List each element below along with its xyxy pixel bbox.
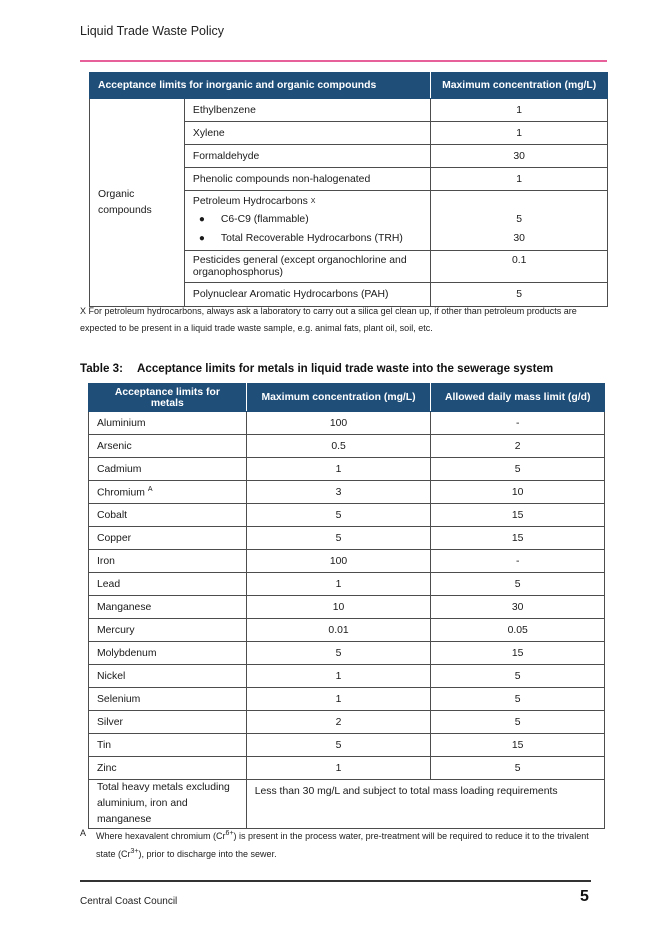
daily-mass-limit-value: 5	[431, 573, 605, 596]
list-item	[193, 210, 422, 229]
table-row	[89, 596, 605, 619]
daily-mass-limit-value: 15	[431, 642, 605, 665]
column-header-max-concentration: Maximum concentration (mg/L)	[431, 73, 608, 99]
max-concentration-value: 5	[246, 527, 431, 550]
footnote-text: Where hexavalent chromium $(Cr^{6+})$ is present in the process water, pre-treatment will be required to reduce it to the trivalent state $(Cr^{3+})$, prior to discharge into the sewer.	[96, 830, 589, 859]
metal-name-text: Arsenic	[97, 440, 132, 452]
compound-value: 30	[431, 145, 608, 168]
table-row	[89, 573, 605, 596]
metal-name-text: Molybdenum	[97, 647, 157, 659]
daily-mass-limit-value: -	[431, 412, 605, 435]
table-row	[89, 642, 605, 665]
table-row	[89, 734, 605, 757]
metal-name	[89, 573, 247, 596]
column-header-compounds: Acceptance limits for inorganic and organic compounds	[90, 73, 431, 99]
metal-name-text: Chromium	[97, 487, 145, 499]
max-concentration-value: 1	[246, 458, 431, 481]
daily-mass-limit-value: 5	[431, 665, 605, 688]
daily-mass-limit-value: 2	[431, 435, 605, 458]
metal-name	[89, 596, 247, 619]
metals-table-body	[89, 412, 605, 780]
max-concentration-value: 1	[246, 688, 431, 711]
daily-mass-limit-value: 15	[431, 504, 605, 527]
footnote-mark: A	[147, 485, 153, 493]
metals-table	[88, 383, 605, 829]
table-row	[90, 99, 608, 122]
petroleum-cell	[184, 191, 430, 251]
max-concentration-value: 1	[246, 665, 431, 688]
table-caption	[80, 362, 553, 375]
document-header-title: Liquid Trade Waste Policy	[80, 24, 225, 38]
footnote-mark: X	[310, 198, 316, 205]
daily-mass-limit-value: 10	[431, 481, 605, 504]
compound-value: 5	[516, 214, 523, 225]
compound-name: Phenolic compounds non-halogenated	[184, 168, 430, 191]
metal-name	[89, 619, 247, 642]
daily-mass-limit-value: 5	[431, 458, 605, 481]
max-concentration-value: 3	[246, 481, 431, 504]
compound-value: 1	[431, 168, 608, 191]
daily-mass-limit-value: 5	[431, 757, 605, 780]
compound-name: Formaldehyde	[184, 145, 430, 168]
daily-mass-limit-value: 15	[431, 734, 605, 757]
max-concentration-value: 100	[246, 412, 431, 435]
compound-name: Polynuclear Aromatic Hydrocarbons (PAH)	[184, 283, 430, 307]
footnote-mark: A	[80, 828, 87, 838]
column-header-daily-mass-limit: Allowed daily mass limit (g/d)	[431, 384, 605, 412]
page-number: 5	[580, 888, 589, 905]
organic-compounds-table	[89, 72, 608, 307]
metal-name-text: Silver	[97, 716, 123, 728]
table-row	[89, 481, 605, 504]
petroleum-item-label: C6-C9 (flammable)	[220, 214, 309, 225]
metal-name	[89, 550, 247, 573]
footnote-text: For petroleum hydrocarbons, always ask a laboratory to carry out a silica gel clean up, if other than petroleum products are expected to be present in a liquid trade waste sample, e.g. animal fats, plant oil, soil, etc.	[80, 306, 577, 333]
metal-name	[89, 734, 247, 757]
footnote-mark: X	[80, 306, 87, 316]
compound-value: 1	[431, 99, 608, 122]
max-concentration-value: 5	[246, 504, 431, 527]
compound-value: 1	[431, 122, 608, 145]
compound-name: Xylene	[184, 122, 430, 145]
bullet-icon: ●	[198, 214, 205, 225]
table-header-row	[90, 73, 608, 99]
list-item	[193, 229, 422, 248]
bullet-icon: ●	[198, 233, 205, 244]
metal-name	[89, 458, 247, 481]
compound-value: 5	[431, 283, 608, 307]
max-concentration-value: 5	[246, 734, 431, 757]
max-concentration-value: 1	[246, 573, 431, 596]
daily-mass-limit-value: 5	[431, 688, 605, 711]
column-header-metal: Acceptance limits for metals	[89, 384, 247, 412]
metal-name	[89, 642, 247, 665]
compound-value: 30	[513, 233, 525, 244]
metal-name-text: Copper	[97, 532, 132, 544]
max-concentration-value: 1	[246, 757, 431, 780]
footnote-petroleum	[80, 303, 590, 337]
table-row	[89, 458, 605, 481]
metal-name	[89, 665, 247, 688]
footer-organisation: Central Coast Council	[80, 896, 178, 907]
table-row	[89, 665, 605, 688]
metal-name-text: Zinc	[97, 762, 117, 774]
table-row	[89, 619, 605, 642]
table-row	[89, 435, 605, 458]
table-header-row	[89, 384, 605, 412]
caption-text: Acceptance limits for metals in liquid trade waste into the sewerage system	[137, 362, 554, 375]
table-row	[89, 757, 605, 780]
group-label-organic-compounds: Organic compounds	[90, 99, 185, 307]
metal-name-text: Manganese	[97, 601, 152, 613]
metal-name	[89, 481, 247, 504]
metal-name	[89, 412, 247, 435]
metal-name-text: Cobalt	[97, 509, 128, 521]
max-concentration-value: 100	[246, 550, 431, 573]
table-row	[89, 504, 605, 527]
max-concentration-value: 0.01	[246, 619, 431, 642]
metal-name-text: Iron	[97, 555, 115, 567]
max-concentration-value: 5	[246, 642, 431, 665]
metal-name-text: Selenium	[97, 693, 141, 705]
petroleum-title: Petroleum Hydrocarbons	[192, 196, 308, 207]
max-concentration-value: 2	[246, 711, 431, 734]
daily-mass-limit-value: 30	[431, 596, 605, 619]
daily-mass-limit-value: 5	[431, 711, 605, 734]
table-row	[89, 527, 605, 550]
column-header-max-concentration: Maximum concentration (mg/L)	[246, 384, 431, 412]
metal-name-text: Cadmium	[97, 463, 142, 475]
daily-mass-limit-value: 0.05	[431, 619, 605, 642]
metal-name-text: Tin	[97, 739, 112, 751]
metal-name	[89, 504, 247, 527]
daily-mass-limit-value: 15	[431, 527, 605, 550]
table-row	[89, 688, 605, 711]
metal-name	[89, 435, 247, 458]
table-row	[89, 412, 605, 435]
metal-name	[89, 527, 247, 550]
metal-name-text: Lead	[97, 578, 121, 590]
max-concentration-value: 0.5	[246, 435, 431, 458]
caption-number: Table 3:	[80, 362, 123, 375]
header-divider	[80, 60, 607, 62]
metal-name-text: Nickel	[97, 670, 126, 682]
compound-value: 0.1	[431, 251, 608, 283]
petroleum-values	[431, 191, 608, 251]
compound-name: Ethylbenzene	[184, 99, 430, 122]
metal-name-text: Aluminium	[97, 417, 146, 429]
table-row	[89, 550, 605, 573]
metal-name	[89, 757, 247, 780]
compound-name: Pesticides general (except organochlorine and organophosphorus)	[184, 251, 430, 283]
petroleum-item-label: Total Recoverable Hydrocarbons (TRH)	[220, 233, 403, 244]
max-concentration-value: 10	[246, 596, 431, 619]
metal-name	[89, 711, 247, 734]
metal-name	[89, 688, 247, 711]
footer-divider	[80, 880, 591, 882]
daily-mass-limit-value: -	[431, 550, 605, 573]
footnote-chromium	[80, 826, 590, 862]
table-row-total-heavy-metals	[89, 780, 605, 829]
table-row	[89, 711, 605, 734]
total-heavy-metals-note: Less than 30 mg/L and subject to total mass loading requirements	[246, 780, 604, 829]
metal-name-text: Mercury	[97, 624, 135, 636]
total-heavy-metals-label: Total heavy metals excluding aluminium, iron and manganese	[89, 780, 247, 829]
